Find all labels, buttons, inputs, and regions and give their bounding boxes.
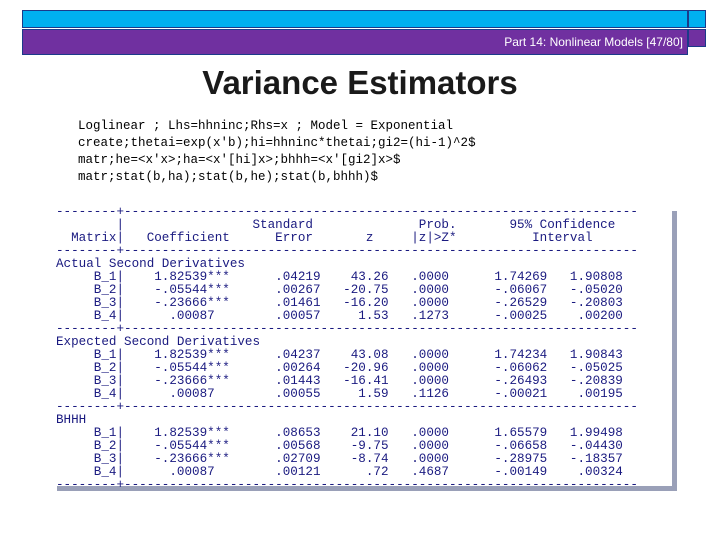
command-code-block: [78, 118, 476, 186]
header-accent-strip: [22, 10, 688, 28]
table-header-line: Matrix| Coefficient Error z |z|>Z* Interval: [56, 231, 593, 245]
table-row: B_2| -.05544*** .00568 -9.75 .0000 -.06658 -.04430: [56, 439, 623, 453]
table-rule: --------+--------------------------------------------------------------------: [56, 205, 638, 219]
slide-header-bar: [22, 10, 688, 56]
code-line: create;thetai=exp(x'b);hi=hhninc*thetai;gi2=(hi-1)^2$: [78, 136, 476, 150]
header-corner-box: [688, 29, 706, 47]
table-row: B_4| .00087 .00121 .72 .4687 -.00149 .00324: [56, 465, 623, 479]
table-row: B_1| 1.82539*** .04219 43.26 .0000 1.74269 1.90808: [56, 270, 623, 284]
table-row: B_3| -.23666*** .01443 -16.41 .0000 -.26493 -.20839: [56, 374, 623, 388]
table-row: B_4| .00087 .00055 1.59 .1126 -.00021 .00195: [56, 387, 623, 401]
table-row: B_1| 1.82539*** .04237 43.08 .0000 1.74234 1.90843: [56, 348, 623, 362]
table-row: B_2| -.05544*** .00264 -20.96 .0000 -.06062 -.05025: [56, 361, 623, 375]
table-rule: --------+--------------------------------------------------------------------: [56, 478, 638, 492]
code-line: Loglinear ; Lhs=hhninc;Rhs=x ; Model = Exponential: [78, 119, 454, 133]
results-output-text: [52, 206, 672, 492]
section-label: Expected Second Derivatives: [56, 335, 261, 349]
table-rule: --------+--------------------------------------------------------------------: [56, 244, 638, 258]
header-corner-box: [688, 10, 706, 28]
table-row: B_1| 1.82539*** .08653 21.10 .0000 1.65579 1.99498: [56, 426, 623, 440]
table-row: B_3| -.23666*** .01461 -16.20 .0000 -.26529 -.20803: [56, 296, 623, 310]
table-rule: --------+--------------------------------------------------------------------: [56, 322, 638, 336]
table-header-line: | Standard Prob. 95% Confidence: [56, 218, 616, 232]
results-output-panel: [52, 205, 672, 492]
table-row: B_4| .00087 .00057 1.53 .1273 -.00025 .00200: [56, 309, 623, 323]
section-label: Actual Second Derivatives: [56, 257, 245, 271]
slide-label: Part 14: Nonlinear Models [47/80]: [504, 35, 683, 49]
code-line: matr;stat(b,ha);stat(b,he);stat(b,bhhh)$: [78, 170, 379, 184]
header-title-strip: [22, 29, 688, 55]
table-row: B_3| -.23666*** .02709 -8.74 .0000 -.28975 -.18357: [56, 452, 623, 466]
table-row: B_2| -.05544*** .00267 -20.75 .0000 -.06067 -.05020: [56, 283, 623, 297]
code-line: matr;he=<x'x>;ha=<x'[hi]x>;bhhh=<x'[gi2]x>$: [78, 153, 401, 167]
section-label: BHHH: [56, 413, 87, 427]
page-title: Variance Estimators: [202, 64, 518, 101]
table-rule: --------+--------------------------------------------------------------------: [56, 400, 638, 414]
